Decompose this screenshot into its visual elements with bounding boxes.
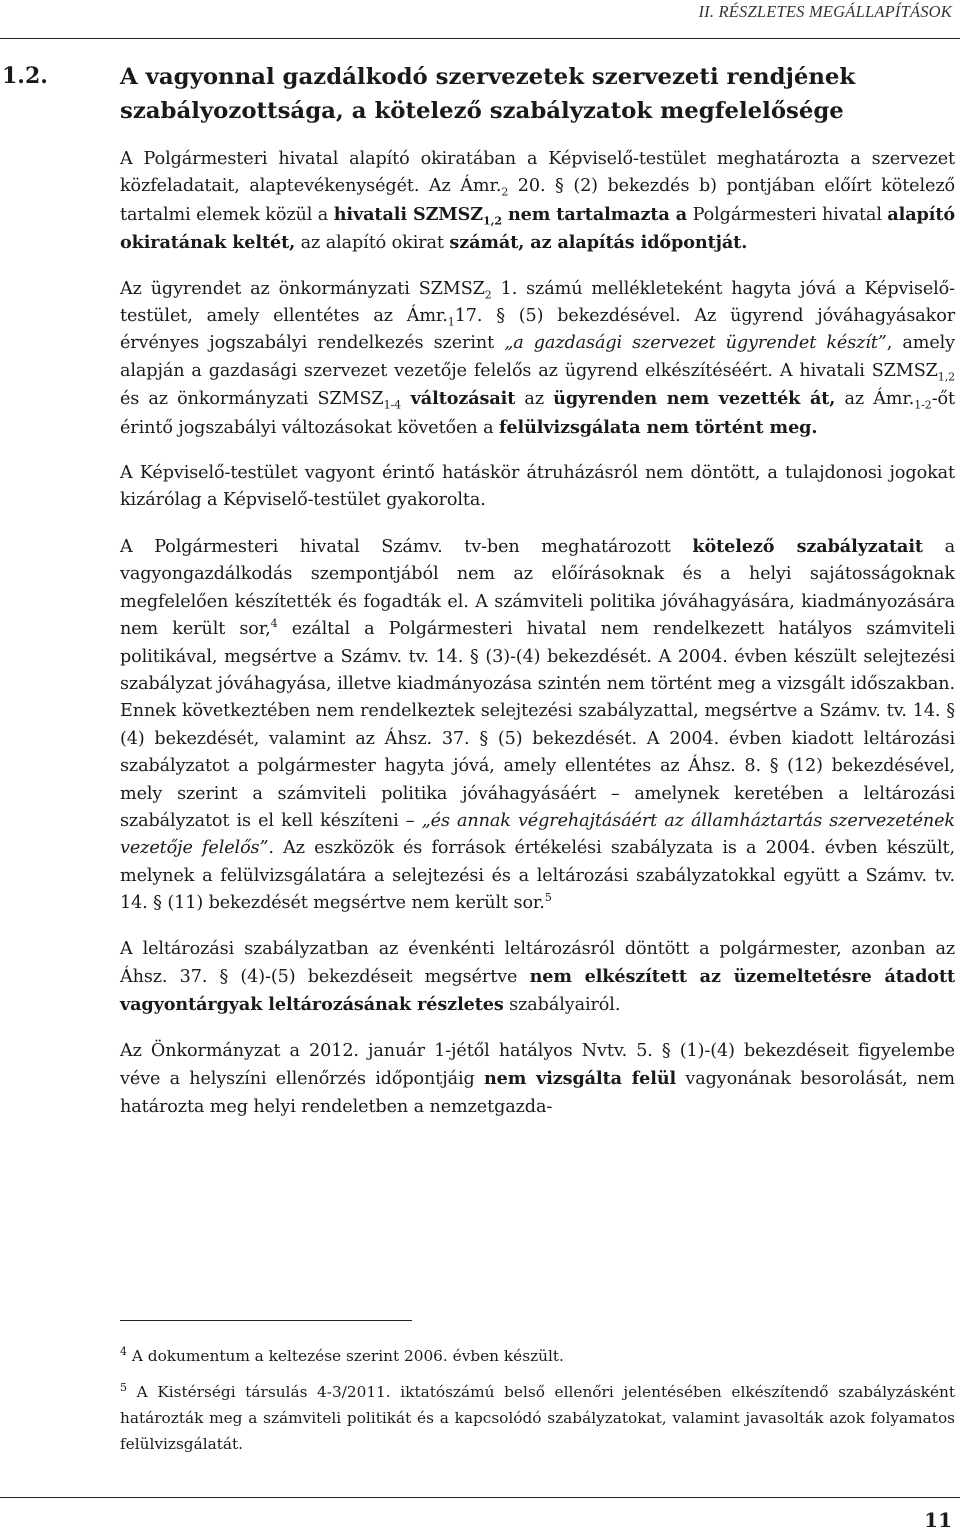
- text-run: az Ámr.: [835, 389, 915, 410]
- page-number: 11: [924, 1508, 952, 1532]
- paragraph-5: [120, 936, 955, 1020]
- bold-text-run: számát, az alapítás időpontját.: [449, 232, 748, 254]
- bold-text-run: kötelező szabályzatait: [692, 535, 923, 557]
- footer-divider: [0, 1497, 960, 1498]
- text-run: A leltározási szabályzatban az évenkénti leltározásról döntött a polgármester, azonban az Áhsz. 37. § (4)-(5) bekezdéseit megsértve: [120, 938, 955, 987]
- footnote-text: A dokumentum a keltezése szerint 2006. évben készült.: [131, 1347, 564, 1365]
- text-run: A Polgármesteri hivatal Számv. tv-ben meghatározott: [120, 536, 693, 557]
- text-run: 1. számú mellékleteként hagyta jóvá a Képviselő-testület, amely ellentétes az Ámr.: [120, 278, 955, 327]
- text-run: ezáltal a Polgármesteri hivatal nem rendelkezett hatályos számviteli politikával, megsértve a Számv. tv. 14. § (3)-(4) bekezdését. A 2004. évben készült selejtezési szabályzat jóváhagyása, illetve kiadmányozása szintén nem történt meg a vizsgált időszakban. Ennek következtében nem rendelkeztek selejtezési szabályzattal, megsértve a Számv. tv. 14. § (4) bekezdését, valamint az Áhsz. 37. § (5) bekezdését. A 2004. évben kiadott leltározási szabályzatot a polgármester hagyta jóvá, amely ellentétes az Áhsz. 8. § (12) bekezdésével, mely szerint a számviteli politika jóváhagyásáért – amelynek keretében a leltározási szabályzatot is el kell készíteni –: [120, 619, 955, 831]
- running-header: II. RÉSZLETES MEGÁLLAPÍTÁSOK: [698, 2, 952, 21]
- text-run: 20. § (2) bekezdés b) pontjában előírt kötelező tartalmi elemek közül a: [120, 176, 955, 225]
- text-run: Polgármesteri hivatal: [687, 204, 888, 225]
- subscript-text: 1-4: [383, 398, 401, 412]
- subscript-text: 1,2: [483, 214, 502, 228]
- subscript-text: 1,2: [937, 370, 955, 384]
- section-title-line-2: szabályozottsága, a kötelező szabályzatok megfelelősége: [120, 98, 844, 124]
- supscript-text: 4: [270, 617, 278, 631]
- subscript-text: 1: [447, 315, 455, 329]
- paragraph-1: [120, 146, 955, 258]
- text-run: vagyonának besorolását, nem határozta meg helyi rendeletben a nemzetgazda-: [120, 1069, 955, 1117]
- text-run: A Polgármesteri hivatal alapító okiratában a Képviselő-testület meghatározta a szervezet közfeladatait, alaptevékenységét. Az Ámr.: [120, 149, 955, 197]
- bold-text-run: alapító okiratának keltét,: [120, 203, 956, 254]
- subscript-text: 2: [501, 185, 509, 199]
- bold-text-run: felülvizsgálata nem történt meg.: [498, 416, 818, 438]
- paragraph-3: [120, 460, 955, 515]
- bold-text-run: hivatali SZMSZ: [333, 203, 484, 225]
- body-text-block: [120, 146, 955, 1121]
- footnote-number: 4: [120, 1344, 127, 1358]
- text-run: , amely alapján a gazdasági szervezet vezetője felelős az ügyrend elkészítéséért. A hivatali SZMSZ: [120, 333, 955, 381]
- italic-text-run: „a gazdasági szervezet ügyrendet készít”: [504, 333, 887, 354]
- paragraph-6: [120, 1038, 955, 1121]
- footnote-number: 5: [120, 1380, 127, 1394]
- bold-text-run: változásait: [400, 388, 516, 410]
- bold-text-run: ügyrenden nem vezették át,: [553, 388, 836, 410]
- text-run: A Képviselő-testület vagyont érintő hatáskör átruházásról nem döntött, a tulajdonosi jogokat kizárólag a Képviselő-testület gyakorolta.: [120, 463, 955, 511]
- bold-text-run: nem vizsgálta felül: [483, 1068, 677, 1090]
- subscript-text: 1-2: [914, 398, 932, 412]
- text-run: 17. § (5) bekezdésével. Az ügyrend jóváhagyásakor érvényes jogszabályi rendelkezés szerint: [120, 306, 955, 354]
- text-run: Az Önkormányzat a 2012. január 1-jétől hatályos Nvtv. 5. § (1)-(4) bekezdéseit figyelembe véve a helyszíni ellenőrzés időpontjáig: [120, 1040, 955, 1090]
- paragraph-2: [120, 276, 955, 442]
- header-divider: [0, 38, 960, 39]
- footnote-5: [120, 1379, 955, 1457]
- text-run: Az ügyrendet az önkormányzati SZMSZ: [120, 278, 485, 299]
- footnote-4: [120, 1343, 955, 1369]
- footnotes: [120, 1343, 955, 1457]
- text-run: az: [515, 389, 554, 410]
- bold-text-run: nem elkészített az üzemeltetésre átadott vagyontárgyak leltározásának részletes: [120, 965, 955, 1016]
- text-run: . Az eszközök és források értékelési szabályzata is a 2004. évben készült, melynek a felülvizsgálatára a selejtezési és a leltározási szabályzatokkal együtt a Számv. tv. 14. § (11) bekezdését megsértve nem került sor.: [120, 838, 955, 914]
- text-run: és az önkormányzati SZMSZ: [120, 389, 384, 410]
- footnote-divider: [120, 1320, 412, 1321]
- text-run: az alapító okirat: [295, 233, 450, 254]
- section-title-line-1: A vagyonnal gazdálkodó szervezetek szervezeti rendjének: [120, 64, 856, 90]
- section-title: [120, 60, 956, 128]
- footnote-text: A Kistérségi társulás 4-3/2011. iktatószámú belső ellenőri jelentésében elkészítendő szabályzásként határozták meg a számviteli politikát és a kapcsolódó szabályzatokat, valamint javasolták azok folyamatos felülvizsgálatát.: [120, 1383, 955, 1453]
- paragraph-4: [120, 533, 955, 918]
- subscript-text: 2: [484, 288, 492, 302]
- section-number: 1.2.: [2, 63, 48, 89]
- italic-text-run: „és annak végrehajtásáért az államháztartás szervezetének vezetője felelős”: [120, 810, 955, 859]
- text-run: a vagyongazdálkodás szempontjából nem az előírásoknak és a helyi sajátosságoknak megfelelően készítették és fogadták el. A számviteli politika jóváhagyására, kiadmányozására nem került sor,: [120, 536, 955, 640]
- bold-text-run: nem tartalmazta a: [501, 203, 688, 225]
- text-run: szabályairól.: [503, 995, 621, 1016]
- text-run: -őt érintő jogszabályi változásokat követően a: [120, 389, 955, 438]
- supscript-text: 5: [544, 891, 552, 905]
